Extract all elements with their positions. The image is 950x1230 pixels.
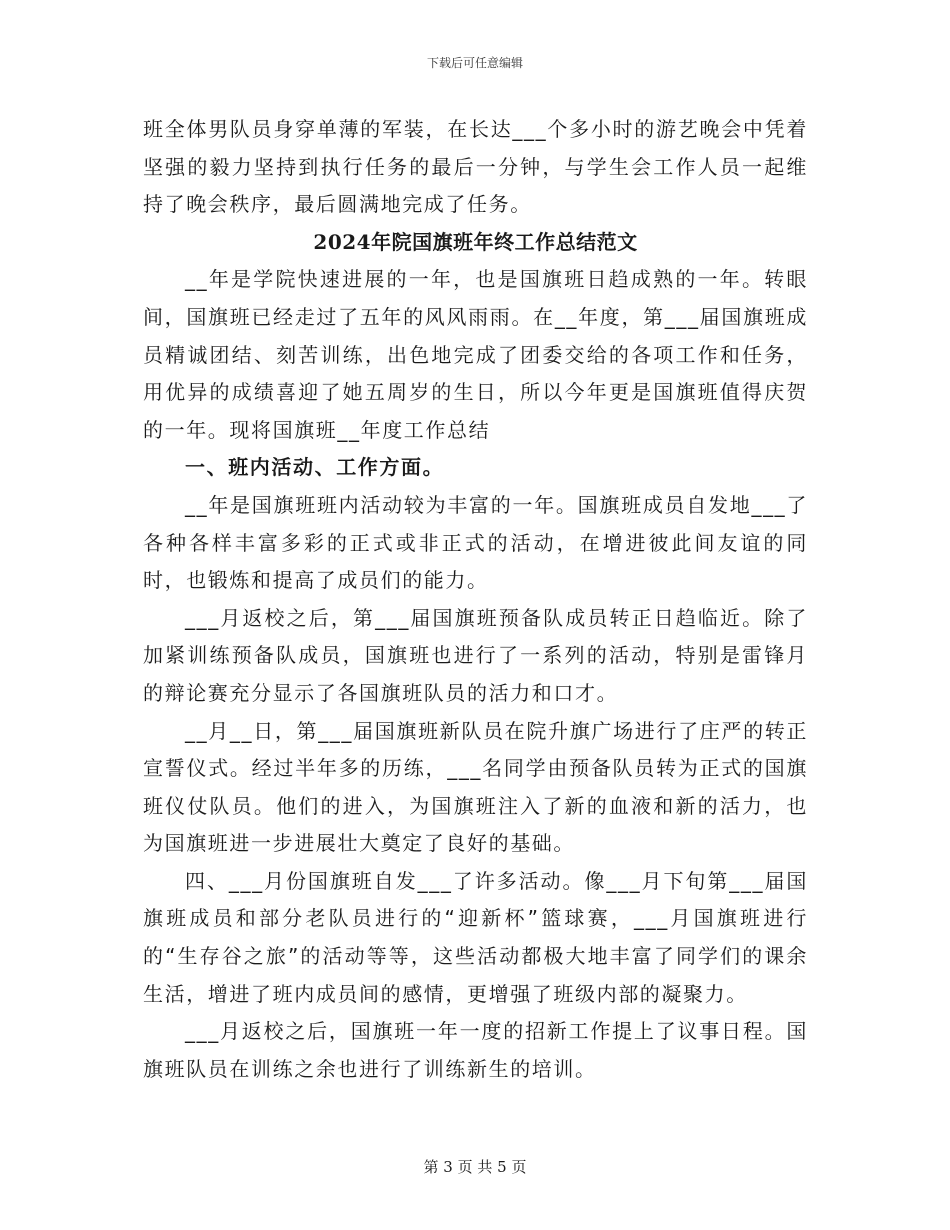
paragraph-return-to-school: ___月返校之后，第___届国旗班预备队成员转正日趋临近。除了加紧训练预备队成员，国旗班也进行了一系列的活动，特别是雷锋月的辩论赛充分显示了各国旗班队员的活力和口才。 <box>143 605 808 705</box>
paragraph-activities: __年是国旗班班内活动较为丰富的一年。国旗班成员自发地___了各种各样丰富多彩的正式或非正式的活动，在增进彼此间友谊的同时，也锻炼和提高了成员们的能力。 <box>143 492 808 593</box>
paragraph-continuation: 班全体男队员身穿单薄的军装，在长达___个多小时的游艺晚会中凭着坚强的毅力坚持到执行任务的最后一分钟，与学生会工作人员一起维持了晚会秩序，最后圆满地完成了任务。 <box>143 117 808 217</box>
paragraph-intro: __年是学院快速进展的一年，也是国旗班日趋成熟的一年。转眼间，国旗班已经走过了五年的风风雨雨。在__年度，第___届国旗班成员精诚团结、刻苦训练，出色地完成了团委交给的各项工作和任务，用优异的成绩喜迎了她五周岁的生日，所以今年更是国旗班值得庆贺的一年。现将国旗班__年度工作总结 <box>143 267 808 442</box>
page-number: 第 3 页 共 5 页 <box>423 1158 527 1176</box>
page-header-note: 下载后可任意编辑 <box>426 56 523 70</box>
section-heading: 一、班内活动、工作方面。 <box>185 455 445 480</box>
paragraph-recruitment: ___月返校之后，国旗班一年一度的招新工作提上了议事日程。国旗班队员在训练之余也进行了训练新生的培训。 <box>143 1019 808 1081</box>
document-title: 2024年院国旗班年终工作总结范文 <box>313 229 638 254</box>
document-body <box>143 111 808 1088</box>
paragraph-events: 四、___月份国旗班自发___了许多活动。像___月下旬第___届国旗班成员和部分老队员进行的“迎新杯”篮球赛，___月国旗班进行的“生存谷之旅”的活动等等，这些活动都极大地丰富了同学们的课余生活，增进了班内成员间的感情，更增强了班级内部的凝聚力。 <box>143 868 808 1006</box>
paragraph-oath-ceremony: __月__日，第___届国旗班新队员在院升旗广场进行了庄严的转正宣誓仪式。经过半年多的历练，___名同学由预备队员转为正式的国旗班仪仗队员。他们的进入，为国旗班注入了新的血液和新的活力，也为国旗班进一步进展壮大奠定了良好的基础。 <box>143 718 808 856</box>
